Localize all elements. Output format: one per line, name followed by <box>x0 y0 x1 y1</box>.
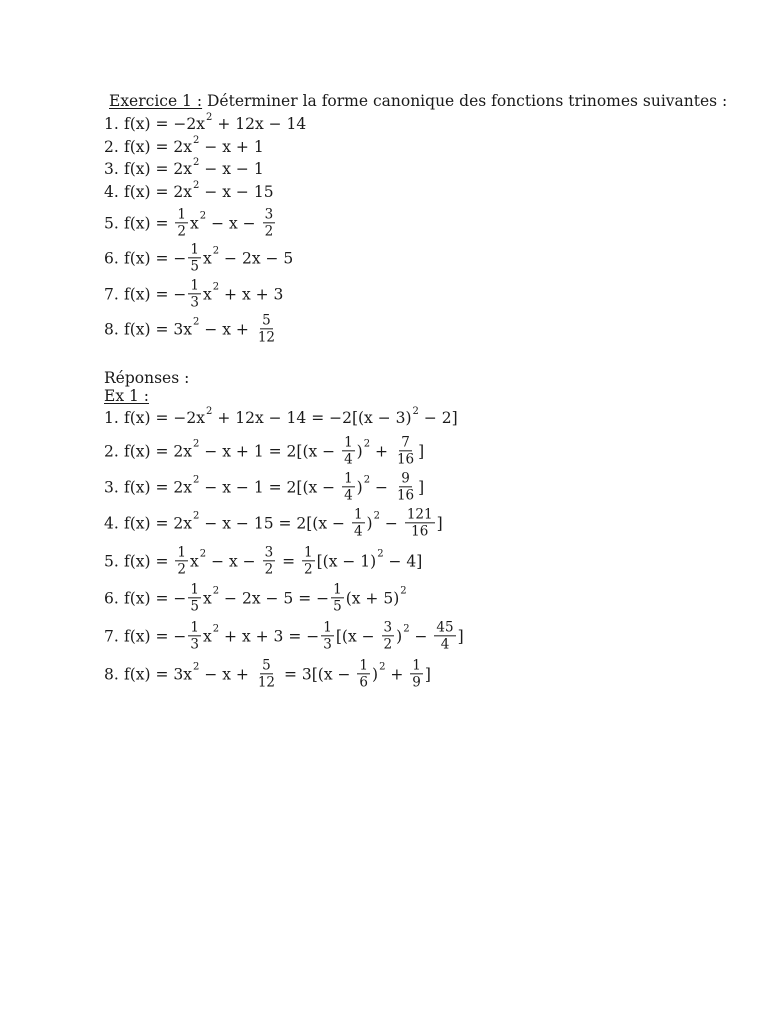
math-text: f(x) = 2x <box>124 442 193 460</box>
exponent: 2 <box>379 661 386 673</box>
fraction <box>382 620 395 651</box>
math-text: − x + 1 = 2[(x − <box>199 442 341 460</box>
fraction-numerator: 1 <box>190 619 199 636</box>
fraction <box>188 620 201 651</box>
exercise-item <box>104 156 264 178</box>
item-number: 2. <box>104 138 119 156</box>
math-text: x <box>203 285 212 303</box>
fraction-numerator: 3 <box>264 544 274 561</box>
exponent: 2 <box>193 661 200 673</box>
fraction-numerator: 1 <box>177 544 187 561</box>
fraction-denominator: 16 <box>411 523 429 540</box>
exercise-item <box>104 179 274 201</box>
answers-heading <box>104 369 189 387</box>
math-text: + <box>370 442 393 460</box>
math-text: f(x) = <box>124 214 174 232</box>
exponent: 2 <box>403 623 410 635</box>
fraction-denominator: 5 <box>190 598 199 615</box>
answer-item <box>104 507 443 538</box>
exponent: 2 <box>193 438 200 450</box>
math-expression <box>124 111 307 133</box>
math-text: x <box>190 552 199 570</box>
math-text: − 2x − 5 <box>219 249 294 267</box>
fraction-denominator: 4 <box>440 636 450 653</box>
fraction-denominator: 16 <box>396 451 415 468</box>
fraction <box>342 471 355 502</box>
answer-item <box>104 471 424 502</box>
fraction-numerator: 5 <box>262 312 271 329</box>
exercise-item <box>104 242 293 273</box>
math-expression <box>124 207 277 238</box>
fraction <box>188 278 201 309</box>
fraction-numerator: 1 <box>344 434 353 451</box>
math-text: ] <box>424 665 431 683</box>
math-text: ) <box>356 442 363 460</box>
math-text: − x − 1 = 2[(x − <box>199 478 341 496</box>
math-text: f(x) = 3x <box>124 320 193 338</box>
math-text: = 3[(x − <box>279 665 356 683</box>
item-number: 5. <box>104 552 119 570</box>
answers-heading-text: Réponses : <box>104 369 190 387</box>
math-text: − x − 15 = 2[(x − <box>199 514 350 532</box>
math-text: x <box>203 627 212 645</box>
fraction-denominator: 2 <box>264 561 274 578</box>
math-text: f(x) = <box>124 552 174 570</box>
math-text: − 2] <box>418 409 458 427</box>
item-number: 6. <box>104 589 119 607</box>
exponent: 2 <box>212 585 220 597</box>
fraction-denominator: 2 <box>177 223 187 240</box>
math-text: ] <box>436 514 443 532</box>
fraction-denominator: 2 <box>304 561 313 578</box>
math-text: f(x) = − <box>124 249 187 267</box>
fraction-denominator: 6 <box>359 674 369 691</box>
math-text: [(x − 1) <box>316 552 377 570</box>
fraction <box>256 313 277 344</box>
math-text: − <box>379 514 403 532</box>
exponent: 2 <box>212 281 220 293</box>
item-number: 1. <box>104 115 119 133</box>
fraction <box>405 507 435 538</box>
item-number: 7. <box>104 285 119 303</box>
item-number: 8. <box>104 320 119 338</box>
exponent: 2 <box>363 438 371 450</box>
fraction-numerator: 1 <box>304 544 313 561</box>
fraction <box>342 435 355 466</box>
math-text: − <box>409 627 433 645</box>
math-text: f(x) = 3x <box>124 665 193 683</box>
fraction <box>256 658 277 689</box>
math-text: f(x) = 2x <box>124 478 193 496</box>
fraction <box>395 471 416 502</box>
math-text: f(x) = 2x <box>124 160 193 178</box>
answer-item <box>104 658 431 689</box>
math-text: + x + 3 = − <box>219 627 320 645</box>
fraction-denominator: 3 <box>190 294 199 311</box>
exponent: 2 <box>412 405 419 417</box>
math-text: ) <box>356 478 363 496</box>
answer-item <box>104 620 464 651</box>
item-number: 3. <box>104 478 119 496</box>
exercise-item <box>104 313 279 344</box>
fraction-denominator: 9 <box>412 674 421 691</box>
math-text: = <box>277 552 301 570</box>
item-number: 4. <box>104 514 119 532</box>
exponent: 2 <box>193 156 200 168</box>
fraction-denominator: 5 <box>333 598 342 615</box>
fraction <box>352 507 365 538</box>
math-text: (x + 5) <box>345 589 400 607</box>
fraction-numerator: 45 <box>436 619 454 636</box>
fraction <box>357 658 370 689</box>
fraction-denominator: 4 <box>344 451 353 468</box>
exponent: 2 <box>193 510 200 522</box>
exponent: 2 <box>363 474 371 486</box>
fraction-numerator: 1 <box>190 277 199 294</box>
fraction <box>331 582 344 613</box>
fraction <box>410 658 423 689</box>
exponent: 2 <box>199 210 207 222</box>
math-text: f(x) = 2x <box>124 138 193 156</box>
fraction-numerator: 1 <box>412 657 421 674</box>
exponent: 2 <box>212 623 220 635</box>
math-text: x <box>203 249 212 267</box>
fraction <box>302 545 315 576</box>
math-text: f(x) = −2x <box>124 115 206 133</box>
fraction-denominator: 16 <box>396 487 415 504</box>
fraction <box>175 207 188 238</box>
fraction-denominator: 2 <box>177 561 187 578</box>
fraction-numerator: 1 <box>353 506 363 523</box>
answers-sub-label-text: Ex 1 : <box>104 387 149 405</box>
fraction-numerator: 1 <box>177 206 187 223</box>
fraction-denominator: 4 <box>344 487 353 504</box>
exercise-label: Exercice 1 : <box>109 92 203 110</box>
fraction-denominator: 12 <box>257 329 276 346</box>
exercise-item <box>104 207 277 238</box>
answer-item <box>104 545 422 576</box>
math-expression <box>124 582 407 613</box>
fraction-denominator: 3 <box>323 636 332 653</box>
math-text: f(x) = − <box>124 627 187 645</box>
fraction-numerator: 3 <box>264 206 274 223</box>
fraction <box>175 545 188 576</box>
fraction <box>188 242 201 273</box>
fraction <box>188 582 201 613</box>
answers-sub-label <box>104 387 149 405</box>
math-text: − <box>370 478 393 496</box>
math-expression <box>124 658 431 689</box>
fraction-denominator: 4 <box>353 523 363 540</box>
math-expression <box>124 313 279 344</box>
answer-item <box>104 582 407 613</box>
exponent: 2 <box>193 474 200 486</box>
fraction-numerator: 7 <box>401 434 410 451</box>
exercise-item <box>104 278 283 309</box>
math-expression <box>124 242 293 273</box>
fraction-numerator: 1 <box>190 241 199 258</box>
math-text: + <box>385 665 409 683</box>
math-text: x <box>203 589 212 607</box>
item-number: 6. <box>104 249 119 267</box>
math-text: + x + 3 <box>219 285 284 303</box>
answer-item <box>104 435 424 466</box>
fraction <box>321 620 334 651</box>
exponent: 2 <box>199 548 207 560</box>
math-expression <box>124 179 274 201</box>
fraction <box>263 207 276 238</box>
exponent: 2 <box>193 134 200 146</box>
item-number: 5. <box>104 214 119 232</box>
math-expression <box>124 278 283 309</box>
math-text: − x − <box>206 552 261 570</box>
item-number: 3. <box>104 160 119 178</box>
math-text: ) <box>396 627 403 645</box>
math-text: [(x − <box>335 627 380 645</box>
fraction-numerator: 1 <box>190 581 199 598</box>
item-number: 1. <box>104 409 119 427</box>
math-text: − 2x − 5 = − <box>219 589 330 607</box>
math-text: f(x) = − <box>124 285 187 303</box>
math-expression <box>124 545 422 576</box>
fraction-numerator: 9 <box>401 470 410 487</box>
math-text: − x − 15 <box>199 183 274 201</box>
fraction-numerator: 3 <box>383 619 393 636</box>
answer-item <box>104 405 458 427</box>
fraction-denominator: 2 <box>383 636 393 653</box>
exponent: 2 <box>373 510 380 522</box>
exponent: 2 <box>193 179 200 191</box>
fraction-denominator: 5 <box>190 258 199 275</box>
fraction <box>395 435 416 466</box>
math-expression <box>124 471 424 502</box>
fraction-numerator: 1 <box>323 619 332 636</box>
math-text: ) <box>366 514 373 532</box>
item-number: 8. <box>104 665 119 683</box>
math-expression <box>124 405 458 427</box>
fraction-numerator: 1 <box>359 657 369 674</box>
fraction-denominator: 2 <box>264 223 274 240</box>
math-expression <box>124 156 264 178</box>
math-text: x <box>190 214 199 232</box>
math-text: ] <box>418 442 425 460</box>
math-text: f(x) = 2x <box>124 183 193 201</box>
exponent: 2 <box>206 405 213 417</box>
math-text: − x + <box>199 320 254 338</box>
exponent: 2 <box>206 111 213 123</box>
exercise-header <box>109 92 727 110</box>
math-text: − x + 1 <box>199 138 264 156</box>
fraction-numerator: 121 <box>406 506 433 523</box>
exponent: 2 <box>400 585 407 597</box>
exponent: 2 <box>377 548 384 560</box>
fraction <box>263 545 276 576</box>
math-text: − x − <box>206 214 261 232</box>
exercise-item <box>104 134 264 156</box>
math-text: + 12x − 14 <box>212 115 307 133</box>
item-number: 2. <box>104 442 119 460</box>
math-text: f(x) = 2x <box>124 514 193 532</box>
item-number: 7. <box>104 627 119 645</box>
math-text: ] <box>457 627 464 645</box>
math-text: ) <box>372 665 379 683</box>
exponent: 2 <box>212 245 220 257</box>
math-text: f(x) = − <box>124 589 187 607</box>
math-text: f(x) = −2x <box>124 409 206 427</box>
math-text: ] <box>418 478 425 496</box>
math-text: − 4] <box>383 552 423 570</box>
fraction-denominator: 3 <box>190 636 199 653</box>
item-number: 4. <box>104 183 119 201</box>
math-text: + 12x − 14 = −2[(x − 3) <box>212 409 412 427</box>
exercise-instruction: Déterminer la forme canonique des fonctions trinomes suivantes : <box>202 92 728 110</box>
math-expression <box>124 134 264 156</box>
fraction <box>434 620 455 651</box>
exponent: 2 <box>193 316 200 328</box>
fraction-numerator: 1 <box>333 581 342 598</box>
exercise-item <box>104 111 307 133</box>
math-expression <box>124 435 424 466</box>
fraction-denominator: 12 <box>257 674 276 691</box>
fraction-numerator: 1 <box>344 470 353 487</box>
fraction-numerator: 5 <box>262 657 271 674</box>
math-expression <box>124 620 464 651</box>
math-text: − x + <box>199 665 254 683</box>
math-text: − x − 1 <box>199 160 264 178</box>
math-expression <box>124 507 443 538</box>
